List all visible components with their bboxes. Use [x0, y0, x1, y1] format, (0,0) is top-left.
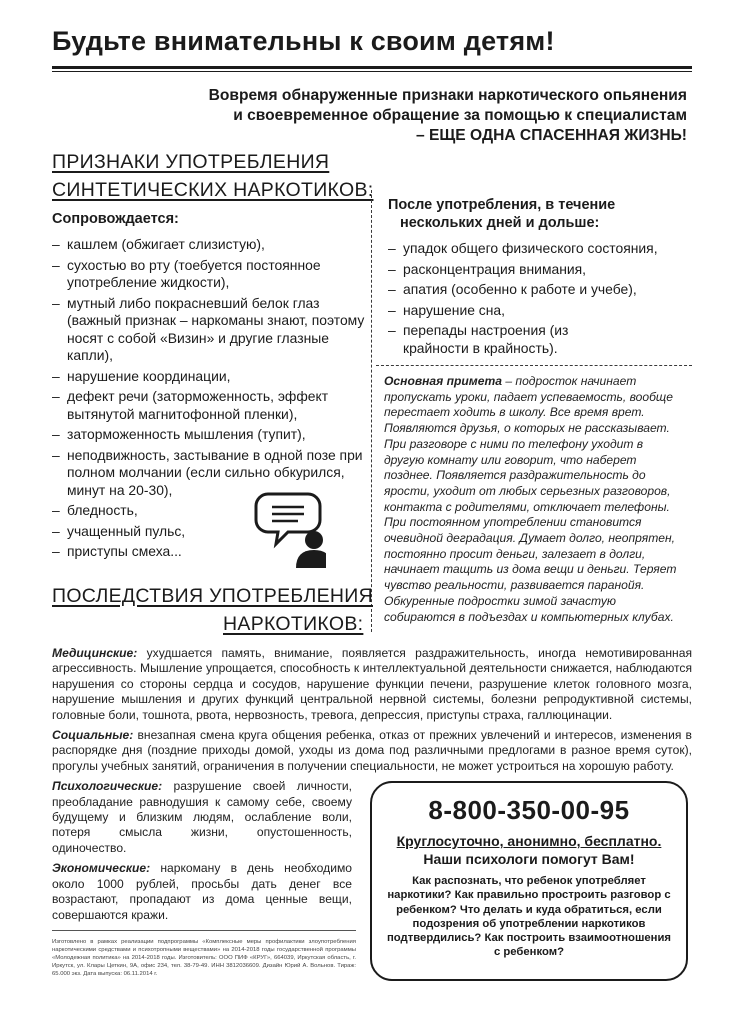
right-column-divider: [376, 365, 692, 366]
signs-title-line-2: СИНТЕТИЧЕСКИХ НАРКОТИКОВ:: [52, 179, 374, 201]
signs-title-line-1: ПРИЗНАКИ УПОТРЕБЛЕНИЯ: [52, 151, 330, 173]
title-rule: [52, 66, 692, 69]
consequences-title-line-1: ПОСЛЕДСТВИЯ УПОТРЕБЛЕНИЯ: [52, 585, 373, 607]
list-item: – сухостью во рту (тоебуется постоянное употребление жидкости),: [52, 257, 372, 292]
medical-paragraph: [52, 646, 692, 723]
list-item: – неподвижность, застывание в одной позе при полном молчании (если сильно обкурился, минут на 20-30),: [52, 447, 372, 500]
list-item: – расконцентрация внимания,: [388, 261, 688, 279]
psychological-paragraph: [52, 779, 352, 856]
list-item: – заторможенность мышления (тупит),: [52, 426, 372, 444]
psychological-label: Психологические:: [52, 779, 163, 794]
list-item: – бледность,: [52, 502, 372, 520]
list-item: – дефект речи (заторможенность, эффект вытянутой магнитофонной пленки),: [52, 388, 372, 423]
subtitle-line-1: Вовремя обнаруженные признаки наркотического опьянения: [208, 87, 687, 104]
list-item: – приступы смеха...: [52, 543, 372, 561]
helpline-line-2: Наши психологи помогут Вам!: [423, 851, 635, 867]
footer-imprint: Изготовлено в рамках реализации подпрограммы «Комплексные меры профилактики злоупотребления наркотическими средствами и психотропными веществами» на 2014-2018 годы государственной программы «Молодежная политика» на 2014-2018 годы. Изготовитель: ООО ПИФ «КРУГ», 664039, Иркутская область, г. Иркутск, ул. Клары Цеткин, 9А, офис 234, тел. 38-79-49. ИНН 3812036609. Дизайн Юрий А. Вольнов. Тираж: 65.000 экз. Дата выпуска: 06.11.2014 г.: [52, 939, 356, 977]
medical-label: Медицинские:: [52, 646, 138, 660]
helpline-box: [370, 781, 688, 981]
list-item: – упадок общего физического состояния,: [388, 240, 688, 258]
economic-paragraph: [52, 861, 352, 923]
economic-text: наркоману в день необходимо около 1000 рублей, просьбы дать денег все возрастают, пропадают из дома ценные вещи, совершаются кражи.: [52, 861, 352, 922]
left-heading: Сопровождается:: [52, 211, 179, 227]
economic-label: Экономические:: [52, 861, 151, 876]
page-title: Будьте внимательны к своим детям!: [52, 26, 555, 56]
footer-rule: [52, 930, 356, 931]
social-label: Социальные:: [52, 728, 134, 743]
person-speech-icon: [254, 490, 326, 568]
helpline-line-1: Круглосуточно, анонимно, бесплатно.: [396, 833, 662, 849]
right-column: [388, 196, 688, 360]
helpline-subtitle: [372, 832, 686, 868]
helpline-phone[interactable]: 8-800-350-00-95: [428, 795, 630, 825]
title-rule-thin: [52, 71, 692, 72]
list-item: – нарушение сна,: [388, 302, 688, 320]
list-item: – мутный либо покрасневший белок глаз (важный признак – наркоманы знают, поэтому носят с собой «Визин» и другие глазные капли),: [52, 295, 372, 365]
main-sign-paragraph: [384, 374, 686, 625]
psychological-text: разрушение своей личности, преобладание равнодушия к самому себе, своему будущему и близким людям, ослабление воли, потеря смысла жизни, опустошенность, одиночество.: [52, 779, 352, 855]
consequences-title-line-2: НАРКОТИКОВ:: [223, 613, 364, 635]
list-item: – нарушение координации,: [52, 368, 372, 386]
subtitle: [127, 86, 687, 146]
subtitle-line-2: и своевременное обращение за помощью к специалистам: [233, 107, 687, 124]
right-heading-line-1: После употребления, в течение: [388, 197, 616, 213]
list-item: – учащенный пульс,: [52, 523, 372, 541]
main-sign-label: Основная примета: [384, 374, 502, 388]
subtitle-line-3: – ЕЩЕ ОДНА СПАСЕННАЯ ЖИЗНЬ!: [416, 127, 687, 144]
list-item: – апатия (особенно к работе и учебе),: [388, 281, 688, 299]
helpline-questions: Как распознать, что ребенок употребляет наркотики? Как правильно простроить разговор с ребенком? Что делать и куда обратиться, если подозрения об употреблении наркотиков подтвердились? Как построить взаимоотношения с ребенком?: [386, 875, 672, 959]
right-heading: [388, 196, 688, 232]
social-paragraph: [52, 728, 692, 774]
right-heading-line-2: нескольких дней и дольше:: [400, 215, 600, 231]
main-sign-text: – подросток начинает пропускать уроки, падает успеваемость, вообще перестает ходить в школу. Все время врет. Появляются друзья, о которых не рассказывает. При разговоре с ними по телефону уходит в другую комнату или говорит, что наберет позднее. Появляется раздражительность до ярости, уходит от любых серьезных разговоров, контакта с родителями, отключает телефоны. При постоянном употреблении становится очевидной деградация. Думает долго, неопрятен, постоянно просит деньги, залезает в долги, начинает тащить из дома вещи и деньги. Теряет чувство реальности, развивается паранойя. Обкуренные подростки зимой зачастую собираются в подъездах и компьютерных клубах.: [384, 374, 677, 624]
list-item: – перепады настроения (из крайности в крайность).: [388, 322, 688, 357]
right-symptom-list: [388, 240, 688, 357]
consequences-title: [52, 582, 373, 638]
social-text: внезапная смена круга общения ребенка, отказ от прежних увлечений и интересов, изменения в распорядке дня (поздние приходы домой, уходы из дома под различными предлогами в разное время суток), прогулы учебных занятий, ограничения в получении специальности, не может устроиться на хорошую работу.: [52, 728, 692, 773]
list-item: – кашлем (обжигает слизистую),: [52, 236, 372, 254]
signs-section-title: [52, 148, 373, 204]
medical-text: ухудшается память, внимание, появляется раздражительность, иногда немотивированная агрессивность. Мышление упрощается, способность к интеллектуальной деятельности снижается, наблюдаются нарушения со стороны сердца и сосудов, нарушение функции печени, разрушение клеток головного мозга, нарушение мышления и других функций центральной нервной системы, болезни репродуктивной системы, головные боли, тошнота, рвота, нервозность, тревога, депрессия, приступы страха, галлюцинации.: [52, 646, 692, 722]
